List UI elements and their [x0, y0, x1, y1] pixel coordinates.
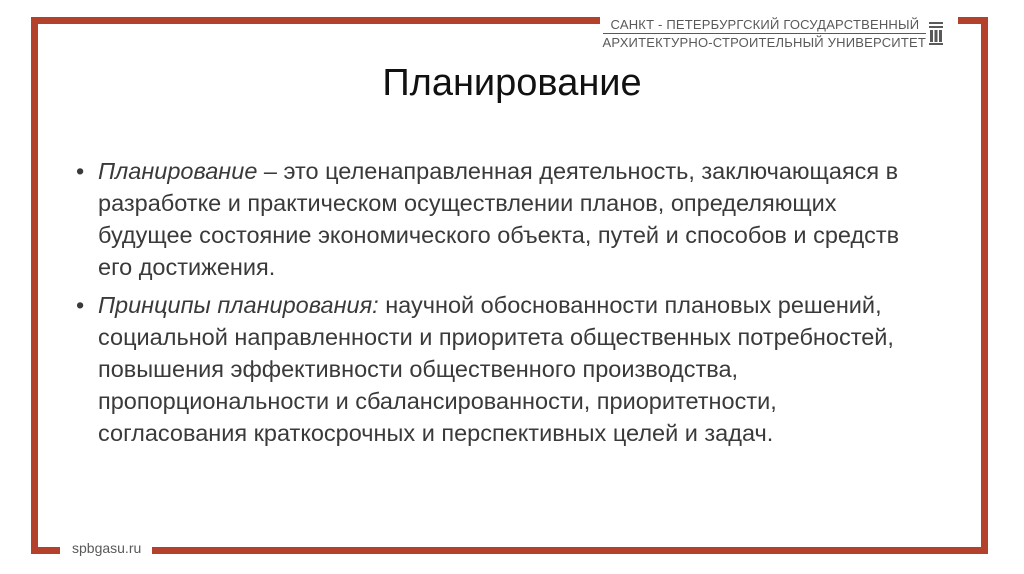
footer-url: spbgasu.ru	[72, 540, 142, 556]
bullet-term: Принципы планирования:	[98, 292, 379, 318]
bullet-text: научной обоснованности плановых решений, социальной направленности и приоритета общественных потребностей, повышения эффективности общественного производства, пропорциональности и сбалансированности, приоритетности, согласования краткосрочных и перспективных целей и задач.	[98, 292, 894, 446]
frame-bottom-left	[31, 547, 60, 554]
university-name-line1: САНКТ - ПЕТЕРБУРГСКИЙ ГОСУДАРСТВЕННЫЙ	[610, 17, 920, 32]
slide-title: Планирование	[382, 62, 642, 104]
frame-top-left	[31, 17, 600, 24]
bullet-marker: •	[76, 292, 85, 318]
university-name	[603, 16, 926, 51]
frame-bottom-right	[152, 547, 988, 554]
university-emblem-icon	[928, 20, 944, 46]
university-name-line2: АРХИТЕКТУРНО-СТРОИТЕЛЬНЫЙ УНИВЕРСИТЕТ	[602, 35, 926, 50]
bullet-text: – это целенаправленная деятельность, заключающаяся в разработке и практическом осуществлении планов, определяющих будущее состояние экономического объекта, путей и способов и средств его достижения.	[98, 158, 900, 280]
bullet-item-definition	[76, 155, 916, 283]
slide-content	[76, 155, 916, 455]
bullet-term: Планирование	[98, 158, 258, 184]
bullet-item-principles	[76, 289, 916, 449]
bullet-marker: •	[76, 158, 85, 184]
